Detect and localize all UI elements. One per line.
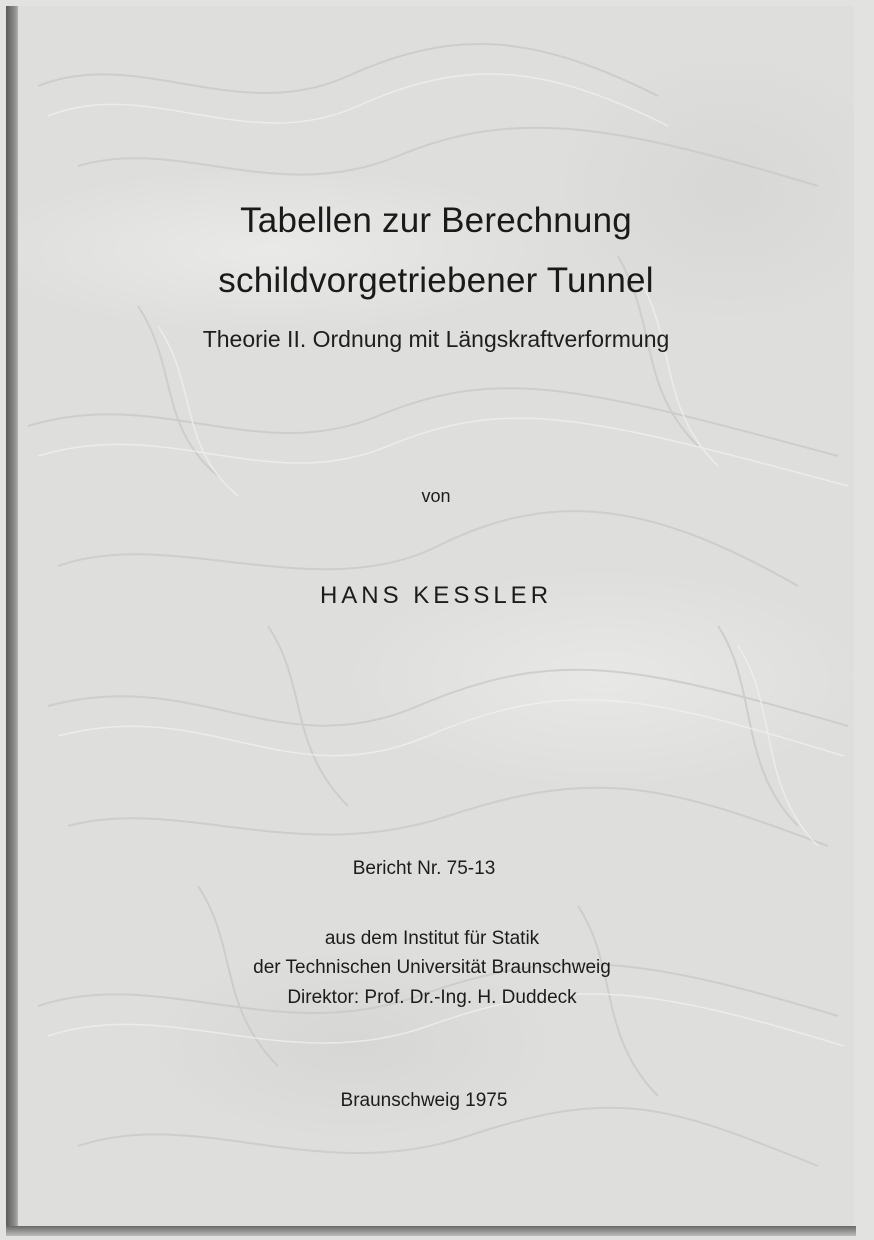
report-number: Bericht Nr. 75-13 xyxy=(352,858,496,879)
cover-sheet xyxy=(18,6,854,1228)
book-bottom-edge xyxy=(6,1226,856,1236)
place-year: Braunschweig 1975 xyxy=(340,1090,508,1111)
institute-line-1: aus dem Institut für Statik xyxy=(324,928,540,949)
by-label: von xyxy=(421,486,451,506)
title-line-2: schildvorgetriebener Tunnel xyxy=(218,261,654,300)
paper-texture xyxy=(18,6,854,1228)
institute-line-3: Direktor: Prof. Dr.-Ing. H. Duddeck xyxy=(287,987,577,1008)
author-name: HANS KESSLER xyxy=(319,582,553,609)
title-line-1: Tabellen zur Berechnung xyxy=(240,201,632,240)
subtitle: Theorie II. Ordnung mit Längskraftverformung xyxy=(202,326,670,352)
institute-line-2: der Technischen Universität Braunschweig xyxy=(253,957,611,978)
